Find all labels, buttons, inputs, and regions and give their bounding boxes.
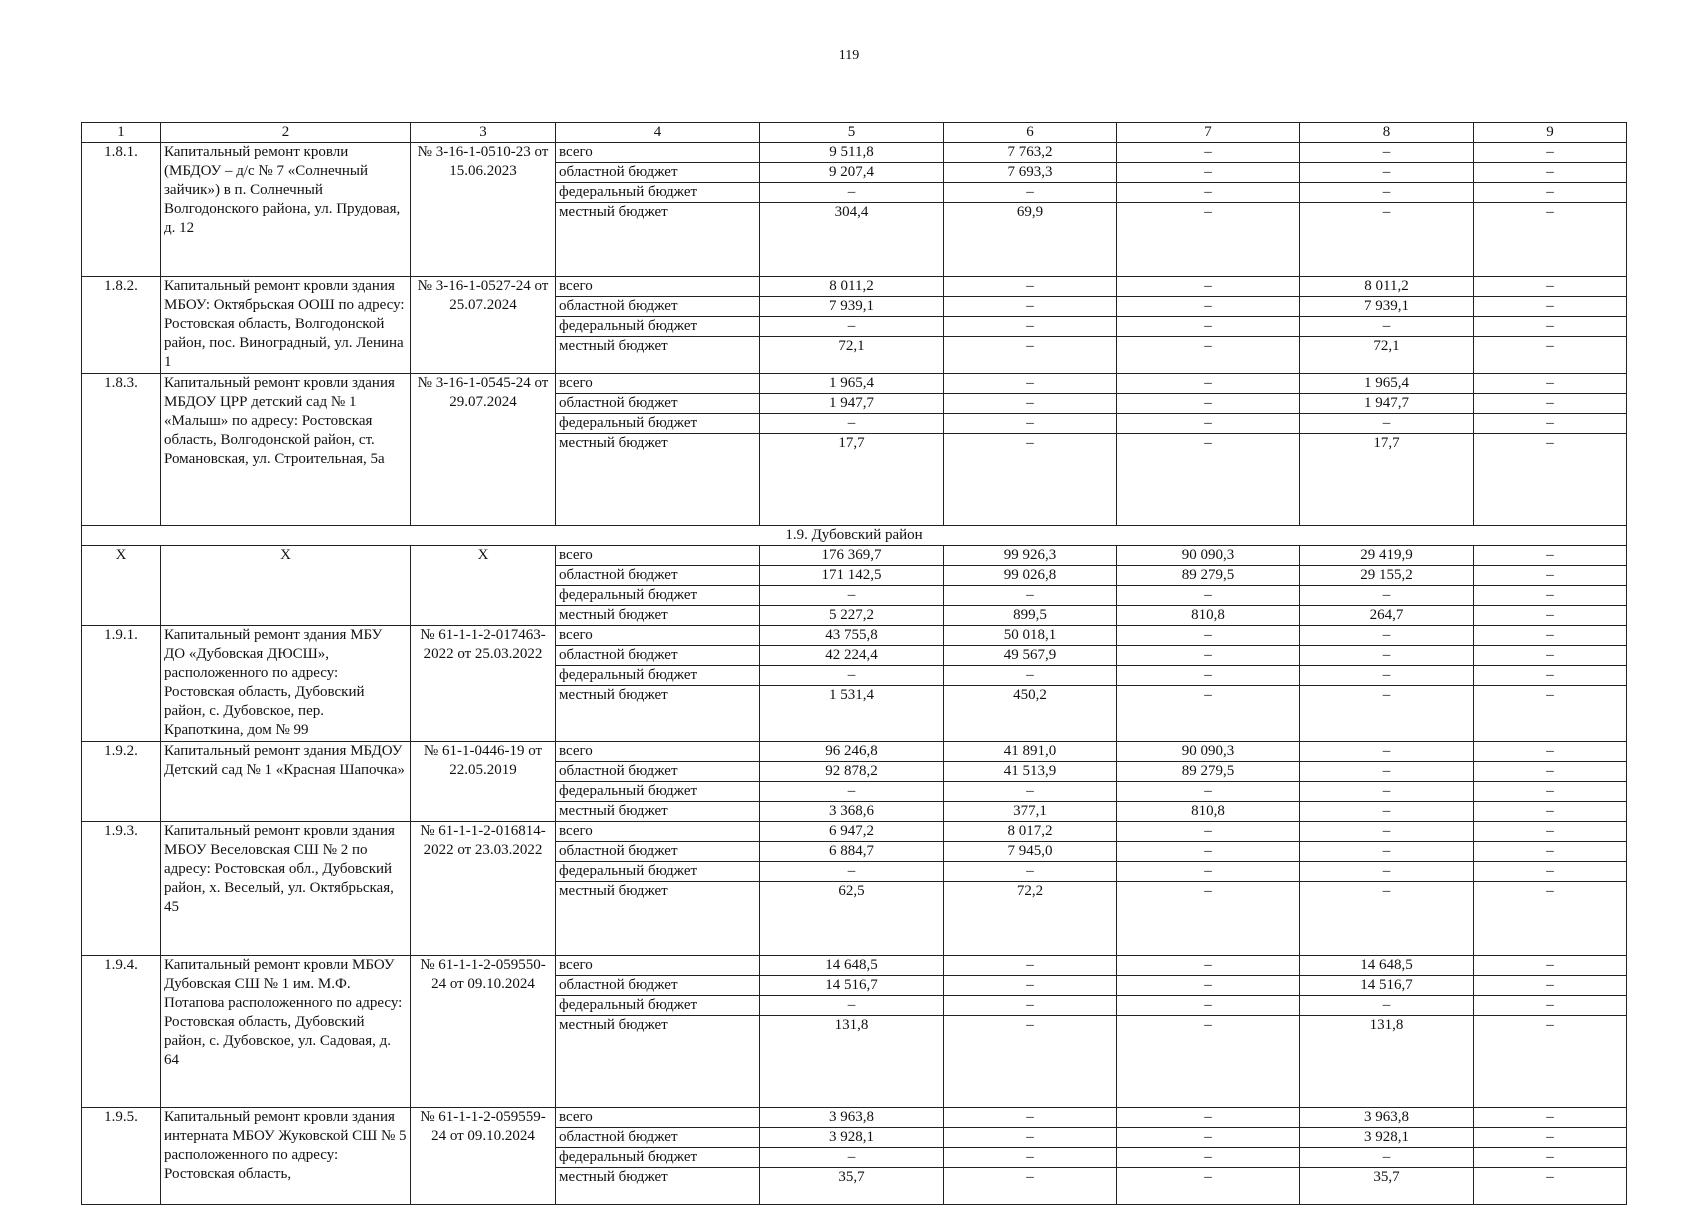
item-number: 1.9.5. (82, 1108, 161, 1205)
funding-source: областной бюджет (556, 646, 760, 666)
amount-cell: – (944, 956, 1117, 976)
amount-cell: – (944, 317, 1117, 337)
funding-source: федеральный бюджет (556, 183, 760, 203)
amount-cell: 131,8 (1300, 1016, 1474, 1108)
amount-cell: – (1474, 143, 1627, 163)
header-cell: 3 (411, 123, 556, 143)
amount-cell: – (944, 1168, 1117, 1205)
amount-cell: – (1117, 862, 1300, 882)
amount-cell: – (1117, 1128, 1300, 1148)
amount-cell: 50 018,1 (944, 626, 1117, 646)
amount-cell: – (1300, 143, 1474, 163)
amount-cell: – (1474, 317, 1627, 337)
amount-cell: – (1474, 1148, 1627, 1168)
header-cell: 6 (944, 123, 1117, 143)
amount-cell: – (1474, 686, 1627, 742)
funding-source: областной бюджет (556, 842, 760, 862)
amount-cell: 72,2 (944, 882, 1117, 956)
amount-cell: 29 419,9 (1300, 546, 1474, 566)
amount-cell: 1 965,4 (1300, 374, 1474, 394)
item-name: Капитальный ремонт кровли здания МБОУ Веселовская СШ № 2 по адресу: Ростовская обл., Дубовский район, х. Веселый, ул. Октябрьская, 45 (161, 822, 411, 956)
amount-cell: – (760, 183, 944, 203)
amount-cell: – (1300, 996, 1474, 1016)
funding-source: местный бюджет (556, 337, 760, 374)
amount-cell: – (1300, 203, 1474, 277)
amount-cell: 3 963,8 (760, 1108, 944, 1128)
amount-cell: 3 928,1 (760, 1128, 944, 1148)
amount-cell: – (1117, 183, 1300, 203)
amount-cell: – (1300, 842, 1474, 862)
amount-cell: – (944, 277, 1117, 297)
amount-cell: 29 155,2 (1300, 566, 1474, 586)
amount-cell: – (1117, 1108, 1300, 1128)
amount-cell: – (1300, 782, 1474, 802)
funding-source: федеральный бюджет (556, 317, 760, 337)
item-document: № 3-16-1-0545-24 от 29.07.2024 (411, 374, 556, 526)
amount-cell: – (1117, 337, 1300, 374)
amount-cell: 8 011,2 (760, 277, 944, 297)
amount-cell: 8 017,2 (944, 822, 1117, 842)
amount-cell: – (1117, 277, 1300, 297)
funding-source: местный бюджет (556, 434, 760, 526)
amount-cell: – (760, 782, 944, 802)
funding-source: местный бюджет (556, 203, 760, 277)
x-mark: Х (82, 546, 161, 626)
funding-source: федеральный бюджет (556, 782, 760, 802)
funding-source: областной бюджет (556, 566, 760, 586)
amount-cell: 9 207,4 (760, 163, 944, 183)
funding-source: областной бюджет (556, 163, 760, 183)
amount-cell: – (1117, 434, 1300, 526)
amount-cell: – (944, 183, 1117, 203)
amount-cell: – (1474, 546, 1627, 566)
item-document: № 3-16-1-0510-23 от 15.06.2023 (411, 143, 556, 277)
amount-cell: – (1300, 882, 1474, 956)
amount-cell: 41 891,0 (944, 742, 1117, 762)
amount-cell: – (1300, 586, 1474, 606)
amount-cell: 7 763,2 (944, 143, 1117, 163)
amount-cell: 1 965,4 (760, 374, 944, 394)
amount-cell: – (1474, 586, 1627, 606)
amount-cell: – (1117, 822, 1300, 842)
amount-cell: – (1474, 277, 1627, 297)
amount-cell: – (1474, 394, 1627, 414)
funding-source: всего (556, 374, 760, 394)
amount-cell: 264,7 (1300, 606, 1474, 626)
amount-cell: – (1474, 996, 1627, 1016)
amount-cell: – (1474, 626, 1627, 646)
amount-cell: 7 693,3 (944, 163, 1117, 183)
amount-cell: – (944, 1108, 1117, 1128)
amount-cell: 35,7 (1300, 1168, 1474, 1205)
amount-cell: 89 279,5 (1117, 762, 1300, 782)
table-row (82, 277, 1627, 297)
funding-source: областной бюджет (556, 297, 760, 317)
item-document: № 61-1-1-2-059559-24 от 09.10.2024 (411, 1108, 556, 1205)
header-cell: 9 (1474, 123, 1627, 143)
amount-cell: 42 224,4 (760, 646, 944, 666)
funding-source: местный бюджет (556, 686, 760, 742)
amount-cell: 9 511,8 (760, 143, 944, 163)
item-number: 1.8.3. (82, 374, 161, 526)
header-cell: 4 (556, 123, 760, 143)
amount-cell: – (1117, 686, 1300, 742)
item-name: Капитальный ремонт кровли (МБДОУ – д/с № 7 «Солнечный зайчик») в п. Солнечный Волгодонского района, ул. Прудовая, д. 12 (161, 143, 411, 277)
amount-cell: – (1474, 1016, 1627, 1108)
table-row (82, 143, 1627, 163)
amount-cell: – (1117, 1148, 1300, 1168)
amount-cell: – (944, 666, 1117, 686)
funding-source: всего (556, 1108, 760, 1128)
amount-cell: – (1300, 163, 1474, 183)
amount-cell: – (1117, 626, 1300, 646)
amount-cell: – (1300, 626, 1474, 646)
item-name: Капитальный ремонт кровли здания МБОУ: Октябрьская ООШ по адресу: Ростовская область, Волгодонской район, пос. Виноградный, ул. Ленина 1 (161, 277, 411, 374)
item-number: 1.9.1. (82, 626, 161, 742)
amount-cell: – (1474, 822, 1627, 842)
amount-cell: – (1474, 163, 1627, 183)
table-row (82, 742, 1627, 762)
amount-cell: – (1474, 762, 1627, 782)
funding-source: областной бюджет (556, 762, 760, 782)
amount-cell: 99 926,3 (944, 546, 1117, 566)
amount-cell: – (1117, 956, 1300, 976)
amount-cell: – (1474, 434, 1627, 526)
amount-cell: – (944, 782, 1117, 802)
table-row (82, 1108, 1627, 1128)
amount-cell: – (1300, 742, 1474, 762)
amount-cell: – (1474, 646, 1627, 666)
amount-cell: – (1474, 566, 1627, 586)
item-name: Капитальный ремонт здания МБДОУ Детский сад № 1 «Красная Шапочка» (161, 742, 411, 822)
amount-cell: 41 513,9 (944, 762, 1117, 782)
amount-cell: – (760, 666, 944, 686)
item-document: № 61-1-0446-19 от 22.05.2019 (411, 742, 556, 822)
amount-cell: – (944, 337, 1117, 374)
amount-cell: 92 878,2 (760, 762, 944, 782)
amount-cell: 14 648,5 (1300, 956, 1474, 976)
funding-source: областной бюджет (556, 976, 760, 996)
amount-cell: – (1474, 374, 1627, 394)
amount-cell: – (1117, 996, 1300, 1016)
item-document: № 61-1-1-2-016814-2022 от 23.03.2022 (411, 822, 556, 956)
item-number: 1.8.1. (82, 143, 161, 277)
amount-cell: 14 516,7 (1300, 976, 1474, 996)
amount-cell: 35,7 (760, 1168, 944, 1205)
amount-cell: 6 947,2 (760, 822, 944, 842)
amount-cell: – (944, 862, 1117, 882)
amount-cell: 17,7 (1300, 434, 1474, 526)
amount-cell: – (1474, 802, 1627, 822)
table-row (82, 956, 1627, 976)
header-cell: 1 (82, 123, 161, 143)
amount-cell: – (944, 1148, 1117, 1168)
amount-cell: – (944, 414, 1117, 434)
amount-cell: – (760, 1148, 944, 1168)
amount-cell: 377,1 (944, 802, 1117, 822)
item-number: 1.9.2. (82, 742, 161, 822)
funding-source: местный бюджет (556, 1016, 760, 1108)
amount-cell: 3 928,1 (1300, 1128, 1474, 1148)
amount-cell: – (1300, 802, 1474, 822)
amount-cell: – (1117, 163, 1300, 183)
amount-cell: – (1474, 666, 1627, 686)
item-name: Капитальный ремонт кровли здания интерната МБОУ Жуковской СШ № 5 расположенного по адресу: Ростовская область, (161, 1108, 411, 1205)
amount-cell: – (1474, 297, 1627, 317)
amount-cell: 304,4 (760, 203, 944, 277)
amount-cell: 43 755,8 (760, 626, 944, 646)
amount-cell: – (1474, 742, 1627, 762)
amount-cell: 3 963,8 (1300, 1108, 1474, 1128)
amount-cell: 90 090,3 (1117, 546, 1300, 566)
amount-cell: 72,1 (1300, 337, 1474, 374)
amount-cell: – (1117, 1016, 1300, 1108)
funding-source: областной бюджет (556, 1128, 760, 1148)
funding-source: федеральный бюджет (556, 414, 760, 434)
amount-cell: 1 947,7 (760, 394, 944, 414)
amount-cell: – (1300, 317, 1474, 337)
header-cell: 8 (1300, 123, 1474, 143)
amount-cell: – (1117, 414, 1300, 434)
funding-source: областной бюджет (556, 394, 760, 414)
amount-cell: 62,5 (760, 882, 944, 956)
item-document: № 3-16-1-0527-24 от 25.07.2024 (411, 277, 556, 374)
item-document: № 61-1-1-2-017463-2022 от 25.03.2022 (411, 626, 556, 742)
funding-source: всего (556, 742, 760, 762)
amount-cell: – (1474, 337, 1627, 374)
amount-cell: – (1117, 646, 1300, 666)
funding-source: всего (556, 626, 760, 646)
amount-cell: – (1474, 183, 1627, 203)
amount-cell: – (1117, 666, 1300, 686)
amount-cell: 5 227,2 (760, 606, 944, 626)
amount-cell: – (944, 297, 1117, 317)
amount-cell: 96 246,8 (760, 742, 944, 762)
amount-cell: – (1474, 882, 1627, 956)
table-body (82, 123, 1627, 1205)
funding-source: федеральный бюджет (556, 586, 760, 606)
amount-cell: – (944, 1128, 1117, 1148)
amount-cell: 3 368,6 (760, 802, 944, 822)
x-mark: Х (411, 546, 556, 626)
amount-cell: – (1474, 606, 1627, 626)
item-name: Капитальный ремонт здания МБУ ДО «Дубовская ДЮСШ», расположенного по адресу: Ростовская область, Дубовский район, с. Дубовское, пер. Крапоткина, дом № 99 (161, 626, 411, 742)
funding-source: всего (556, 143, 760, 163)
amount-cell: – (1474, 1108, 1627, 1128)
amount-cell: 49 567,9 (944, 646, 1117, 666)
amount-cell: – (1300, 666, 1474, 686)
amount-cell: – (1117, 1168, 1300, 1205)
amount-cell: – (1117, 317, 1300, 337)
funding-source: всего (556, 277, 760, 297)
funding-source: местный бюджет (556, 1168, 760, 1205)
amount-cell: – (760, 414, 944, 434)
amount-cell: 176 369,7 (760, 546, 944, 566)
funding-source: федеральный бюджет (556, 1148, 760, 1168)
amount-cell: – (1474, 956, 1627, 976)
item-number: 1.8.2. (82, 277, 161, 374)
item-name: Капитальный ремонт кровли здания МБДОУ ЦРР детский сад № 1 «Малыш» по адресу: Ростовская область, Волгодонской район, ст. Романовская, ул. Строительная, 5а (161, 374, 411, 526)
funding-source: всего (556, 546, 760, 566)
amount-cell: – (1117, 394, 1300, 414)
amount-cell: – (944, 1016, 1117, 1108)
amount-cell: – (1117, 782, 1300, 802)
amount-cell: 72,1 (760, 337, 944, 374)
amount-cell: 89 279,5 (1117, 566, 1300, 586)
amount-cell: – (1474, 414, 1627, 434)
amount-cell: – (1117, 297, 1300, 317)
amount-cell: 171 142,5 (760, 566, 944, 586)
funding-source: местный бюджет (556, 802, 760, 822)
section-title: 1.9. Дубовский район (82, 526, 1627, 546)
amount-cell: – (1474, 842, 1627, 862)
amount-cell: – (1300, 862, 1474, 882)
amount-cell: – (1474, 203, 1627, 277)
amount-cell: – (1474, 976, 1627, 996)
amount-cell: 7 939,1 (1300, 297, 1474, 317)
funding-source: федеральный бюджет (556, 862, 760, 882)
amount-cell: 69,9 (944, 203, 1117, 277)
funding-source: федеральный бюджет (556, 996, 760, 1016)
item-number: 1.9.3. (82, 822, 161, 956)
item-number: 1.9.4. (82, 956, 161, 1108)
amount-cell: – (760, 317, 944, 337)
amount-cell: – (944, 374, 1117, 394)
amount-cell: – (1474, 1128, 1627, 1148)
table-row (82, 822, 1627, 842)
amount-cell: – (1300, 822, 1474, 842)
amount-cell: – (944, 586, 1117, 606)
amount-cell: 1 947,7 (1300, 394, 1474, 414)
table-row (82, 374, 1627, 394)
amount-cell: 14 516,7 (760, 976, 944, 996)
amount-cell: – (1117, 374, 1300, 394)
amount-cell: 131,8 (760, 1016, 944, 1108)
amount-cell: – (1474, 782, 1627, 802)
amount-cell: 899,5 (944, 606, 1117, 626)
amount-cell: 810,8 (1117, 802, 1300, 822)
amount-cell: – (760, 586, 944, 606)
amount-cell: 7 945,0 (944, 842, 1117, 862)
amount-cell: – (1474, 1168, 1627, 1205)
amount-cell: – (1300, 686, 1474, 742)
amount-cell: – (944, 394, 1117, 414)
amount-cell: – (1300, 646, 1474, 666)
amount-cell: – (1300, 414, 1474, 434)
amount-cell: 7 939,1 (760, 297, 944, 317)
header-cell: 7 (1117, 123, 1300, 143)
amount-cell: – (1117, 586, 1300, 606)
amount-cell: – (1474, 862, 1627, 882)
funding-source: всего (556, 956, 760, 976)
amount-cell: 14 648,5 (760, 956, 944, 976)
funding-source: местный бюджет (556, 882, 760, 956)
header-cell: 5 (760, 123, 944, 143)
amount-cell: – (944, 976, 1117, 996)
x-mark: Х (161, 546, 411, 626)
header-cell: 2 (161, 123, 411, 143)
amount-cell: 450,2 (944, 686, 1117, 742)
amount-cell: 99 026,8 (944, 566, 1117, 586)
amount-cell: – (1117, 203, 1300, 277)
budget-table (81, 122, 1627, 1205)
funding-source: федеральный бюджет (556, 666, 760, 686)
amount-cell: – (1117, 976, 1300, 996)
amount-cell: – (1117, 842, 1300, 862)
item-name: Капитальный ремонт кровли МБОУ Дубовская СШ № 1 им. М.Ф. Потапова расположенного по адресу: Ростовская область, Дубовский район, с. Дубовское, ул. Садовая, д. 64 (161, 956, 411, 1108)
amount-cell: – (1117, 143, 1300, 163)
amount-cell: – (1300, 183, 1474, 203)
amount-cell: – (1117, 882, 1300, 956)
item-document: № 61-1-1-2-059550-24 от 09.10.2024 (411, 956, 556, 1108)
section-row (82, 526, 1627, 546)
amount-cell: – (944, 434, 1117, 526)
funding-source: всего (556, 822, 760, 842)
table-row (82, 626, 1627, 646)
amount-cell: 1 531,4 (760, 686, 944, 742)
section-total-row (82, 546, 1627, 566)
header-row (82, 123, 1627, 143)
amount-cell: 17,7 (760, 434, 944, 526)
amount-cell: – (1300, 1148, 1474, 1168)
amount-cell: – (944, 996, 1117, 1016)
amount-cell: 8 011,2 (1300, 277, 1474, 297)
amount-cell: – (760, 996, 944, 1016)
page-number: 119 (838, 48, 860, 63)
amount-cell: 6 884,7 (760, 842, 944, 862)
amount-cell: 810,8 (1117, 606, 1300, 626)
amount-cell: 90 090,3 (1117, 742, 1300, 762)
amount-cell: – (1300, 762, 1474, 782)
funding-source: местный бюджет (556, 606, 760, 626)
amount-cell: – (760, 862, 944, 882)
